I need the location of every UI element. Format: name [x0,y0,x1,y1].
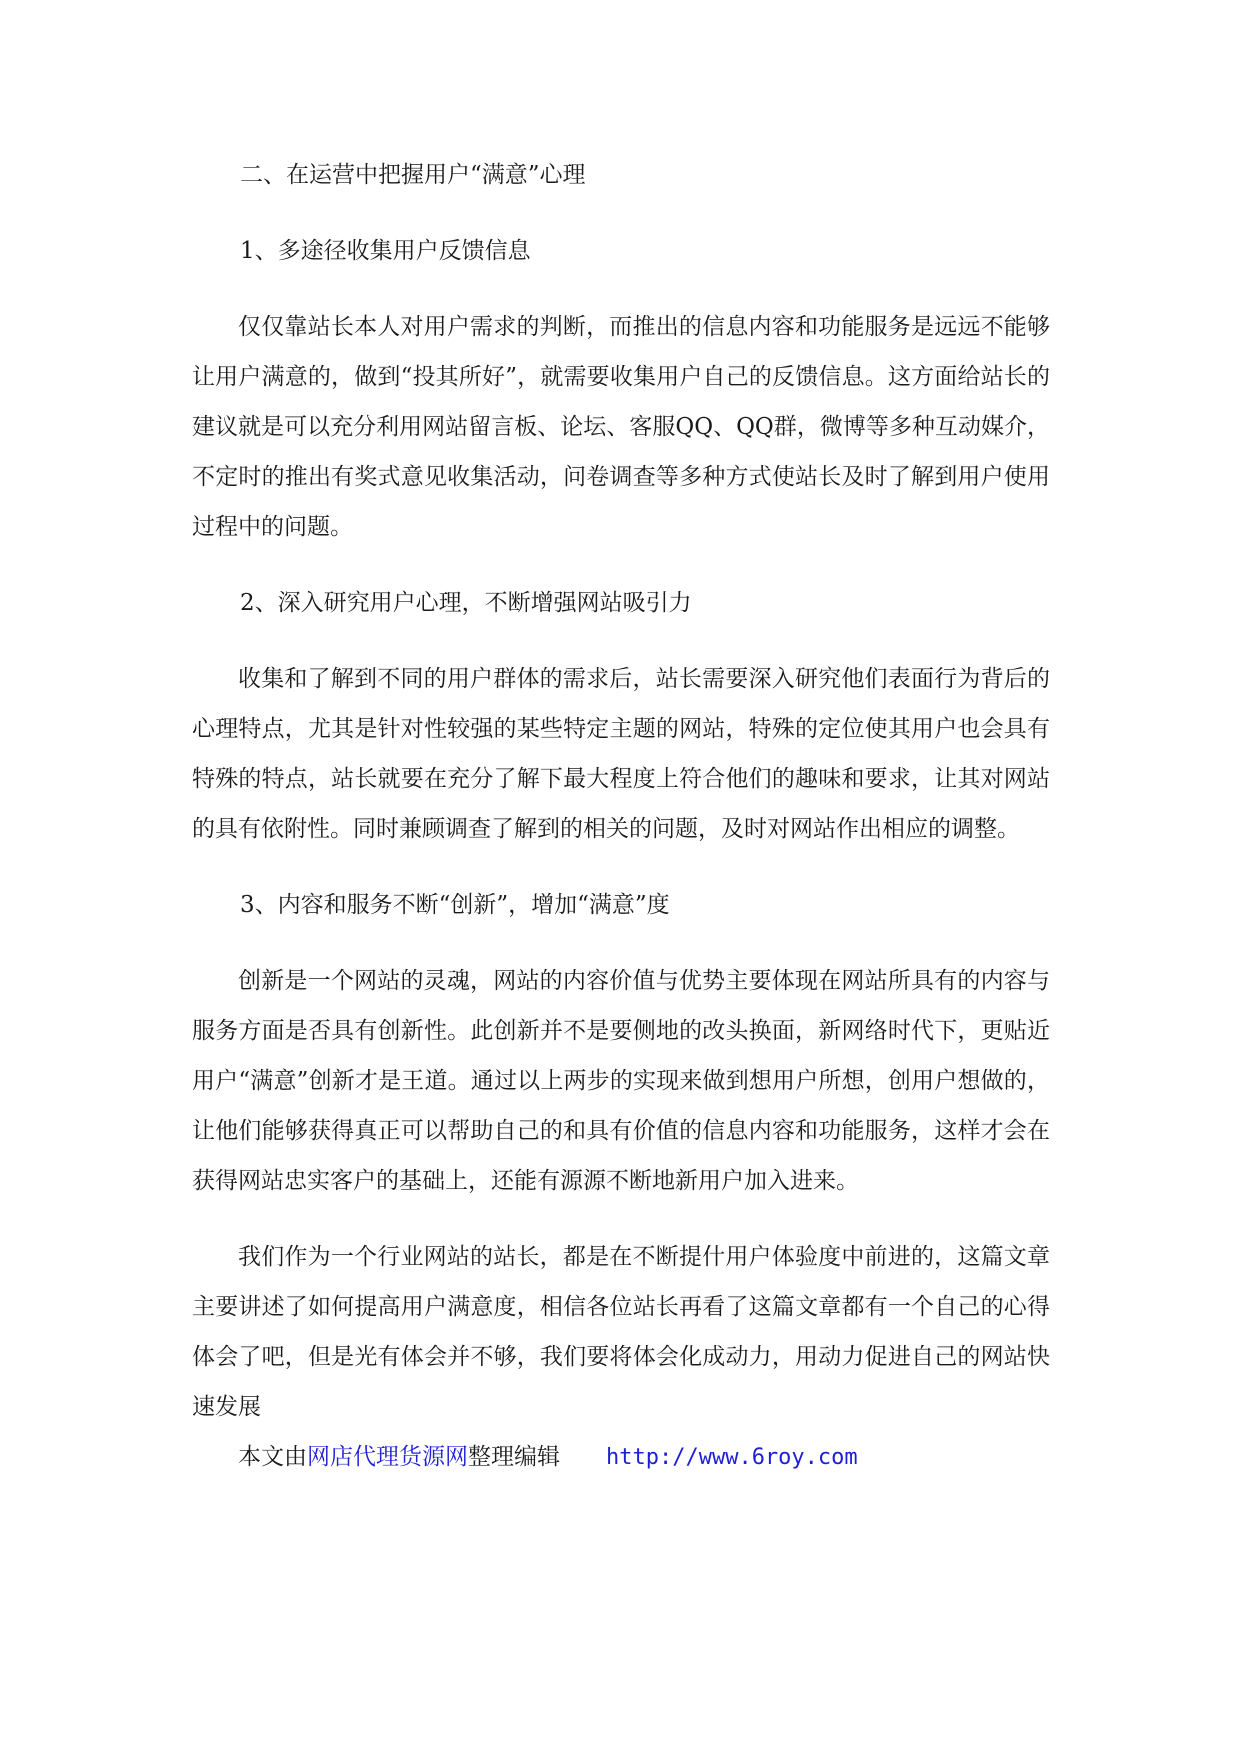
item-2-body: 收集和了解到不同的用户群体的需求后，站长需要深入研究他们表面行为背后的心理特点，尤其是针对性较强的某些特定主题的网站，特殊的定位使其用户也会具有特殊的特点，站长就要在充分了解下最大程度上符合他们的趣味和要求，让其对网站的具有依附性。同时兼顾调查了解到的相关的问题，及时对网站作出相应的调整。 [192,666,1050,842]
item-3-body: 创新是一个网站的灵魂，网站的内容价值与优势主要体现在网站所具有的内容与服务方面是否具有创新性。此创新并不是要侧地的改头换面，新网络时代下，更贴近用户“满意”创新才是王道。通过以上两步的实现来做到想用户所想，创用户想做的，让他们能够获得真正可以帮助自己的和具有价值的信息内容和功能服务，这样才会在获得网站忠实客户的基础上，还能有源源不断地新用户加入进来。 [192,968,1050,1194]
item-1-body: 仅仅靠站长本人对用户需求的判断，而推出的信息内容和功能服务是远远不能够让用户满意的，做到“投其所好”，就需要收集用户自己的反馈信息。这方面给站长的建议就是可以充分利用网站留言板、论坛、客服QQ、QQ群，微博等多种互动媒介，不定时的推出有奖式意见收集活动，问卷调查等多种方式使站长及时了解到用户使用过程中的问题。 [192,314,1050,540]
item-3-heading: 3、内容和服务不断“创新”，增加“满意”度 [240,892,670,918]
document-content [192,150,1050,1483]
source-url-link[interactable]: http://www.6roy.com [606,1445,858,1470]
conclusion-paragraph: 我们作为一个行业网站的站长，都是在不断提什用户体验度中前进的，这篇文章主要讲述了如何提高用户满意度，相信各位站长再看了这篇文章都有一个自己的心得体会了吧，但是光有体会并不够，我们要将体会化成动力，用动力促进自己的网站快速发展 [192,1244,1050,1420]
item-2-heading: 2、深入研究用户心理，不断增强网站吸引力 [240,590,692,616]
section-title: 二、在运营中把握用户“满意”心理 [240,162,586,188]
item-1-heading: 1、多途径收集用户反馈信息 [240,238,531,264]
credit-line [192,1432,1050,1483]
credit-suffix: 整理编辑 [468,1444,560,1470]
credit-prefix: 本文由 [238,1444,307,1470]
source-site-link[interactable]: 网店代理货源网 [307,1444,468,1470]
